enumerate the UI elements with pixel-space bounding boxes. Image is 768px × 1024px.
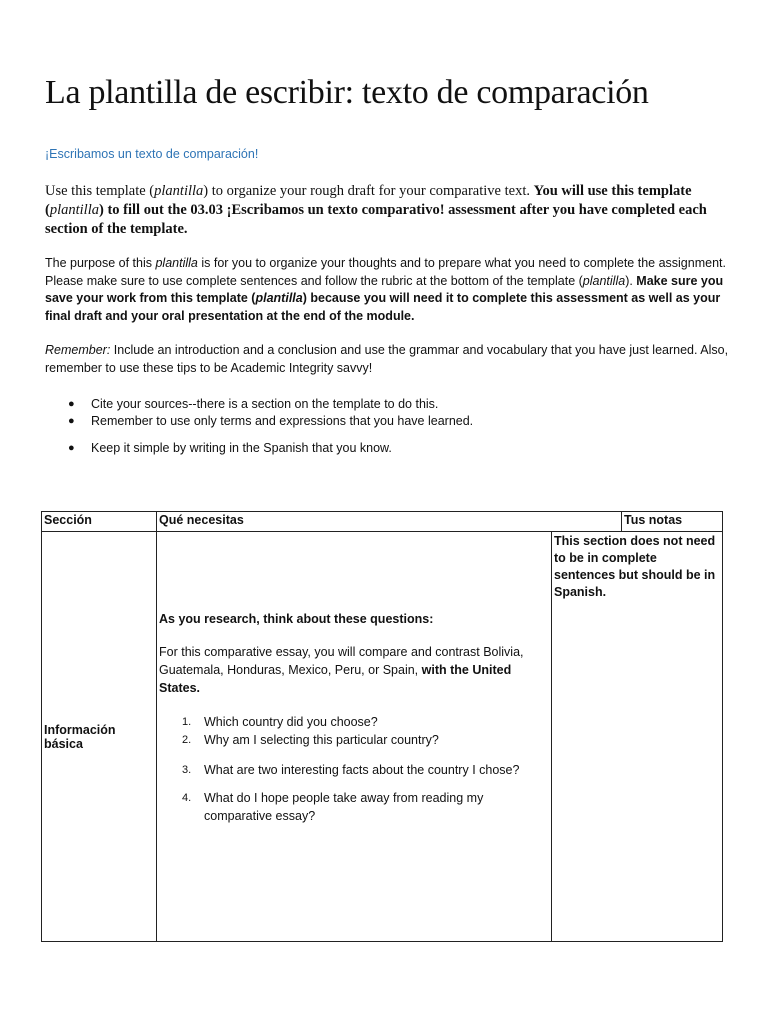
question-text: What do I hope people take away from reading my comparative essay? <box>204 791 484 823</box>
list-item <box>45 396 725 413</box>
bullet-icon: ● <box>68 442 75 454</box>
header-section: Sección <box>42 512 157 532</box>
table-header-row <box>42 512 723 532</box>
header-your-notes: Tus notas <box>622 512 723 532</box>
purpose-text-3: ). <box>625 273 637 288</box>
purpose-bold-2: ) because you will need it to complete this assessment as well as your final draft and your oral presentation at the end of the module. <box>45 291 721 323</box>
intro-italic-1: plantilla <box>154 183 204 199</box>
what-you-need-cell <box>157 532 552 942</box>
list-item <box>45 440 725 457</box>
bullet-icon: ● <box>68 415 75 427</box>
section-name-cell: Información básica <box>42 532 157 942</box>
list-item <box>159 789 549 825</box>
question-number: 3. <box>182 764 192 776</box>
remember-paragraph <box>45 342 735 377</box>
intro-bold-1: You will use this template ( <box>45 183 692 218</box>
bullet-icon: ● <box>68 398 75 410</box>
purpose-bold-1: Make sure you save your work from this template ( <box>45 273 724 305</box>
intro-text-1: Use this template ( <box>45 183 155 199</box>
list-item <box>45 413 725 430</box>
question-text: Why am I selecting this particular country? <box>204 733 439 747</box>
remember-text: Include an introduction and a conclusion and use the grammar and vocabulary that you have just learned. Also, remember to use these tips to be Academic Integrity savvy! <box>45 343 729 375</box>
question-number: 2. <box>182 734 192 746</box>
subheading: ¡Escribamos un texto de comparación! <box>45 147 259 161</box>
intro-paragraph <box>45 182 725 239</box>
intro-italic-2: plantilla <box>49 202 99 218</box>
question-text: Which country did you choose? <box>204 715 378 729</box>
purpose-paragraph <box>45 255 735 325</box>
header-what-you-need: Qué necesitas <box>157 512 622 532</box>
page-title: La plantilla de escribir: texto de comparación <box>45 74 649 111</box>
questions-list <box>159 713 549 825</box>
compare-paragraph <box>159 643 549 697</box>
compare-bold: with the United States <box>159 663 512 695</box>
compare-end: . <box>196 681 201 695</box>
purpose-bold-italic: plantilla <box>255 291 303 305</box>
list-item <box>159 713 549 731</box>
list-item <box>159 731 549 749</box>
purpose-italic-2: plantilla <box>582 273 626 288</box>
purpose-italic-1: plantilla <box>155 256 198 270</box>
notes-cell: This section does not need to be in complete sentences but should be in Spanish. <box>552 532 723 942</box>
intro-text-2: ) to organize your rough draft for your comparative text. <box>203 183 534 199</box>
purpose-text-1: The purpose of this <box>45 256 156 270</box>
tip-text: Cite your sources--there is a section on the template to do this. <box>91 397 439 411</box>
tip-text: Remember to use only terms and expressions that you have learned. <box>91 414 474 428</box>
question-number: 1. <box>182 716 192 728</box>
compare-text: For this comparative essay, you will compare and contrast Bolivia, Guatemala, Honduras, Mexico, Peru, or Spain, <box>159 645 524 677</box>
list-item <box>159 761 549 779</box>
tip-text: Keep it simple by writing in the Spanish that you know. <box>91 441 392 455</box>
table-row <box>42 532 723 942</box>
remember-label: Remember: <box>45 343 111 357</box>
template-table <box>41 511 723 942</box>
tips-list <box>45 396 725 457</box>
questions-heading: As you research, think about these questions: <box>159 612 434 626</box>
question-number: 4. <box>182 792 192 804</box>
question-text: What are two interesting facts about the country I chose? <box>204 763 520 777</box>
intro-bold-2: ) to fill out the 03.03 ¡Escribamos un texto comparativo! assessment after you have completed each section of the template. <box>45 202 707 237</box>
purpose-text-2: is for you to organize your thoughts and to prepare what you need to complete the assignment. Please make sure to use complete sentences and follow the rubric at the bottom of the template ( <box>45 256 726 288</box>
